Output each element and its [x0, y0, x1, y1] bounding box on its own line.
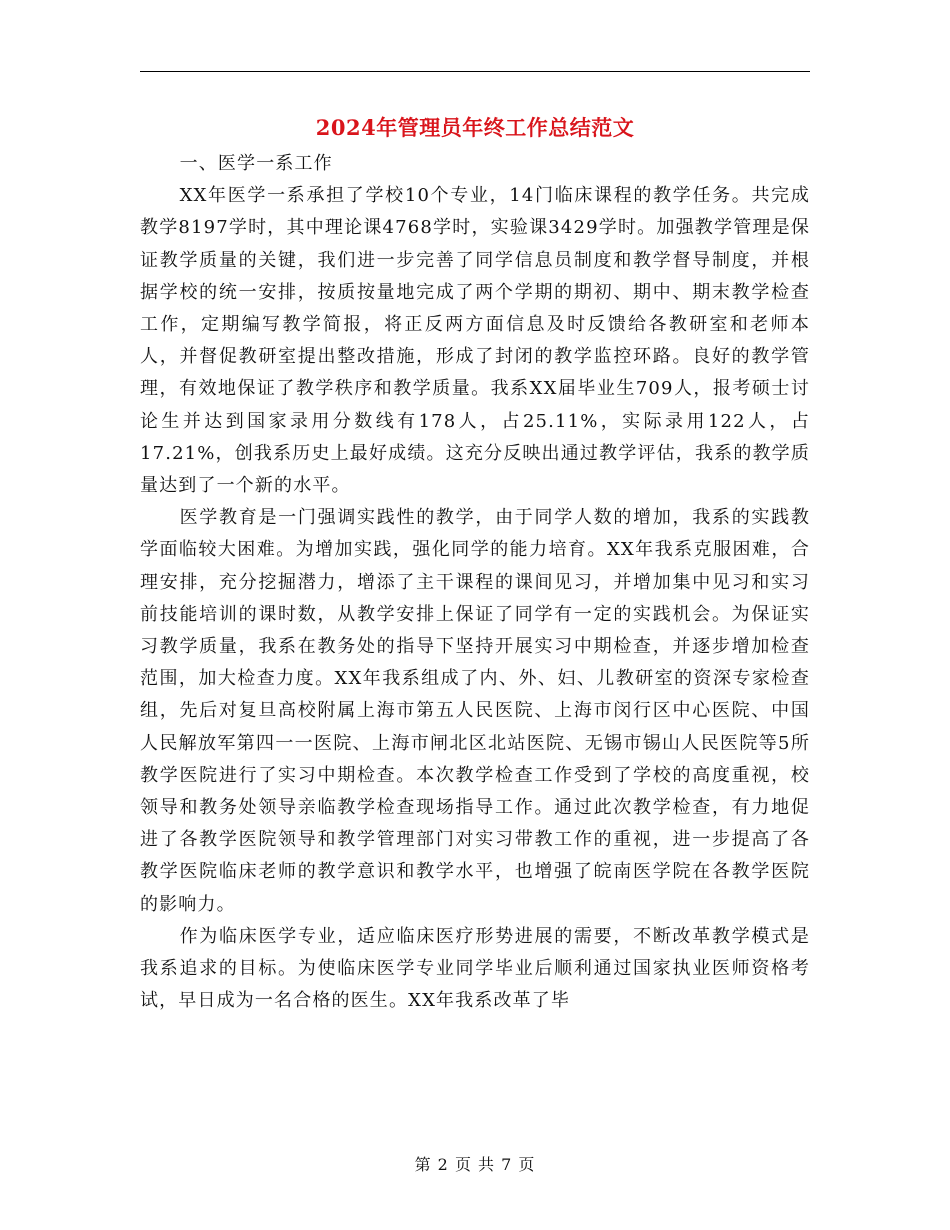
page-number: 第 2 页 共 7 页 [414, 1155, 536, 1174]
body-paragraph: XX年医学一系承担了学校10个专业，14门临床课程的教学任务。共完成教学8197学时，其中理论课4768学时，实验课3429学时。加强教学管理是保证教学质量的关键，我们进一步完善了同学信息员制度和教学督导制度，并根据学校的统一安排，按质按量地完成了两个学期的期初、期中、期末教学检查工作，定期编写教学简报，将正反两方面信息及时反馈给各教研室和老师本人，并督促教研室提出整改措施，形成了封闭的教学监控环路。良好的教学管理，有效地保证了教学秩序和教学质量。我系XX届毕业生709人，报考硕士讨论生并达到国家录用分数线有178人，占25.11%，实际录用122人，占17.21%，创我系历史上最好成绩。这充分反映出通过教学评估，我系的教学质量达到了一个新的水平。 [140, 185, 810, 497]
body-paragraph: 医学教育是一门强调实践性的教学，由于同学人数的增加，我系的实践教学面临较大困难。为增加实践，强化同学的能力培育。XX年我系克服困难，合理安排，充分挖掘潜力，增添了主干课程的课间见习，并增加集中见习和实习前技能培训的课时数，从教学安排上保证了同学有一定的实践机会。为保证实习教学质量，我系在教务处的指导下坚持开展实习中期检查，并逐步增加检查范围，加大检查力度。XX年我系组成了内、外、妇、儿教研室的资深专家检查组，先后对复旦高校附属上海市第五人民医院、上海市闵行区中心医院、中国人民解放军第四一一医院、上海市闸北区北站医院、无锡市锡山人民医院等5所教学医院进行了实习中期检查。本次教学检查工作受到了学校的高度重视，校领导和教务处领导亲临教学检查现场指导工作。通过此次教学检查，有力地促进了各教学医院领导和教学管理部门对实习带教工作的重视，进一步提高了各教学医院临床老师的教学意识和教学水平，也增强了皖南医学院在各教学医院的影响力。 [140, 507, 810, 915]
header-rule [140, 71, 810, 72]
document-body [140, 148, 810, 1017]
document-title: 2024年管理员年终工作总结范文 [315, 115, 635, 140]
body-paragraph: 作为临床医学专业，适应临床医疗形势进展的需要，不断改革教学模式是我系追求的目标。为使临床医学专业同学毕业后顺利通过国家执业医师资格考试，早日成为一名合格的医生。XX年我系改革了毕 [140, 925, 810, 1012]
section-heading: 一、医学一系工作 [179, 153, 333, 174]
